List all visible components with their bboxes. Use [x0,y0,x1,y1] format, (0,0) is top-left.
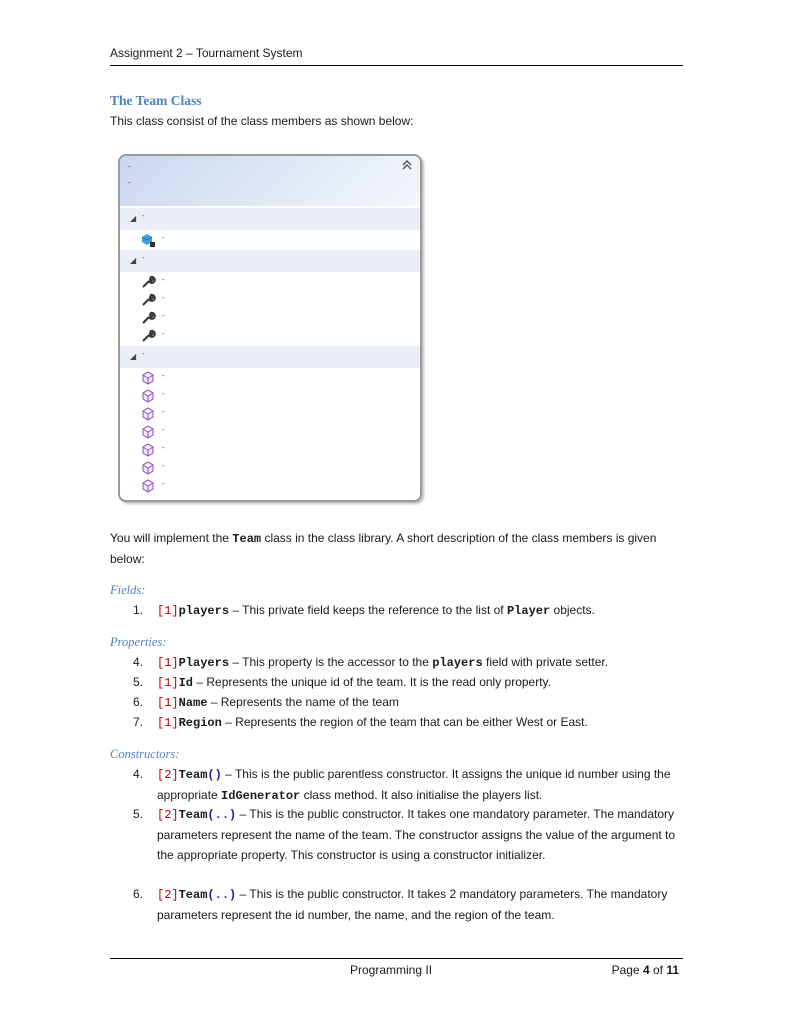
item-text: – Represents the name of the team [207,695,399,709]
item-name: Region [178,716,222,730]
item-tag: [1] [157,696,179,710]
method-member [140,424,390,440]
method-cube-icon [140,478,156,494]
item-tag: [1] [157,656,179,670]
constructors-heading: Constructors: [110,747,180,761]
member-label: - [162,461,165,470]
page-num: 4 [642,963,650,977]
item-number: 4. [133,767,144,781]
footer-course: Programming II [350,963,433,977]
item-tag: [1] [157,716,179,730]
footer-page-number [612,963,679,977]
item-tag: [2] [157,888,179,902]
property-member [140,310,390,326]
expand-triangle-icon[interactable]: ◢ [130,256,137,265]
double-chevron-up-icon[interactable] [402,160,412,171]
fields-heading: Fields: [110,583,146,597]
item-number: 6. [133,887,144,901]
item-name: Id [178,676,194,690]
member-label: - [162,233,165,242]
item-code: players [432,656,483,670]
item-name: Team [178,768,208,782]
description-class-name: Team [232,532,262,546]
item-code: IdGenerator [221,789,301,803]
methods-compartment[interactable] [120,346,420,368]
intro-text: This class consist of the class members as shown below: [110,114,414,128]
of-label: of [649,963,667,977]
wrench-icon [140,274,156,290]
member-label: - [162,293,165,302]
item-text-end: field with private setter. [482,655,609,669]
expand-triangle-icon[interactable]: ◢ [130,214,137,223]
member-label: - [162,275,165,284]
property-member [140,274,390,290]
member-label: - [162,407,165,416]
item-number: 5. [133,675,144,689]
method-member [140,460,390,476]
method-cube-icon [140,406,156,422]
member-label: - [162,311,165,320]
diagram-header [120,156,420,206]
item-code: Player [506,604,551,618]
properties-compartment[interactable] [120,250,420,272]
item-number: 6. [133,695,144,709]
method-cube-icon [140,370,156,386]
item-text: – This is the public constructor. It takes 2 mandatory parameters. The mandatory parameters represent the id number, the name, and the region of the team. [157,887,668,922]
wrench-icon [140,310,156,326]
description-post: class in the class library. A short description of the class members is given below: [110,531,657,566]
page-footer [110,958,683,980]
class-diagram [118,154,422,502]
section-title: The Team Class [110,93,202,108]
item-name: Players [178,656,230,670]
item-number: 5. [133,807,144,821]
page-header [110,46,683,66]
item-text: – This private field keeps the reference to the list of [229,603,507,617]
item-number: 7. [133,715,144,729]
member-label: - [162,329,165,338]
method-member [140,442,390,458]
member-label: - [162,443,165,452]
item-tag: [2] [157,808,179,822]
item-name: Name [178,696,208,710]
item-text-end: class method. It also initialise the players list. [300,788,543,802]
item-tag: [2] [157,768,179,782]
member-label: - [162,425,165,434]
method-member [140,478,390,494]
item-params: (..) [207,888,237,902]
method-cube-icon [140,442,156,458]
item-text: – Represents the unique id of the team. It is the read only property. [193,675,551,689]
method-member [140,370,390,386]
compartment-label: - [142,253,145,262]
expand-triangle-icon[interactable]: ◢ [130,352,137,361]
method-cube-icon [140,388,156,404]
item-params: () [207,768,222,782]
item-number: 4. [133,655,144,669]
member-label: - [162,389,165,398]
item-name: players [178,604,230,618]
item-text-end: objects. [550,603,595,617]
diagram-class-name: - [128,162,131,171]
item-text: – Represents the region of the team that can be either West or East. [221,715,588,729]
item-number: 1. [133,603,144,617]
description-pre: You will implement the [110,531,233,545]
compartment-label: - [142,349,145,358]
description-paragraph [110,528,685,569]
item-text: – This is the public parentless constructor. It assigns the unique id number using the appropriate [157,767,671,802]
wrench-icon [140,292,156,308]
fields-compartment[interactable] [120,208,420,230]
page-total: 11 [666,963,679,977]
item-text: – This is the public constructor. It takes one mandatory parameter. The mandatory parameters represent the name of the team. The constructor assigns the value of the argument to the appropriate property. This constructor is using a constructor initializer. [157,807,676,862]
wrench-icon [140,328,156,344]
item-name: Team [178,888,208,902]
page-label: Page [611,963,643,977]
method-member [140,406,390,422]
property-member [140,292,390,308]
item-text: – This property is the accessor to the [229,655,433,669]
member-label: - [162,371,165,380]
field-member [140,232,390,248]
property-member [140,328,390,344]
method-cube-icon [140,424,156,440]
item-name: Team [178,808,208,822]
header-title: Assignment 2 – Tournament System [110,46,303,60]
properties-heading: Properties: [110,635,167,649]
diagram-class-type: - [128,178,131,187]
item-tag: [1] [157,604,179,618]
method-cube-icon [140,460,156,476]
item-params: (..) [207,808,237,822]
member-label: - [162,479,165,488]
method-member [140,388,390,404]
compartment-label: - [142,211,145,220]
private-field-icon [140,232,156,248]
item-tag: [1] [157,676,179,690]
